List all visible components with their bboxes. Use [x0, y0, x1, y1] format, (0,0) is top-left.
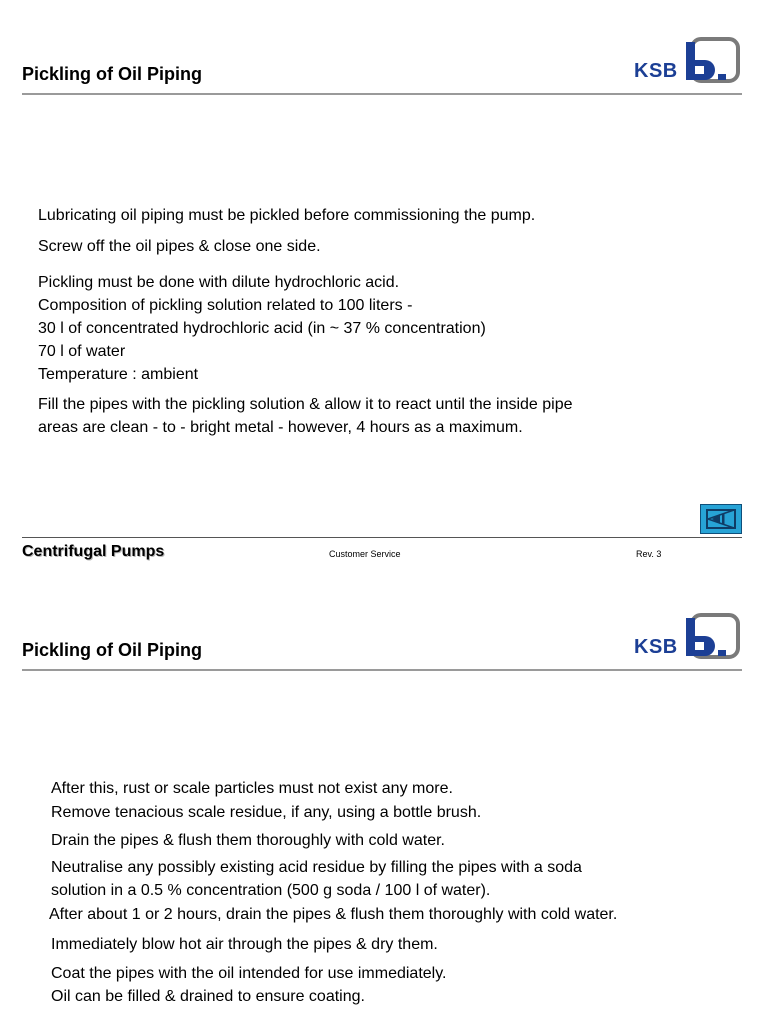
slide-2: [0, 576, 768, 1024]
logo-text: KSB: [634, 60, 678, 82]
body-line: Temperature : ambient: [38, 366, 199, 383]
body-line: Remove tenacious scale residue, if any, using a bottle brush.: [51, 804, 482, 821]
back-button[interactable]: [700, 504, 742, 534]
ksb-logo: [634, 36, 744, 92]
ksb-logo: [634, 612, 744, 668]
body-line: solution in a 0.5 % concentration (500 g soda / 100 l of water).: [51, 882, 491, 899]
body-line: Fill the pipes with the pickling solution & allow it to react until the inside pipe: [38, 396, 573, 413]
footer-revision: Rev. 3: [636, 549, 662, 559]
back-arrow-icon: [701, 505, 741, 533]
footer-divider: [22, 537, 742, 538]
ksb-logo-mark-icon: [684, 612, 742, 662]
title-divider: [22, 669, 742, 671]
page-title: Pickling of Oil Piping: [22, 64, 203, 84]
body-line: areas are clean - to - bright metal - however, 4 hours as a maximum.: [38, 419, 523, 436]
body-line: Immediately blow hot air through the pipes & dry them.: [51, 936, 438, 953]
body-line: 70 l of water: [38, 343, 126, 360]
body-line: 30 l of concentrated hydrochloric acid (in ~ 37 % concentration): [38, 320, 486, 337]
body-line: Screw off the oil pipes & close one side.: [38, 238, 321, 255]
page-title: Pickling of Oil Piping: [22, 640, 203, 660]
body-line: After about 1 or 2 hours, drain the pipes & flush them thoroughly with cold water.: [49, 906, 618, 923]
footer-title: Centrifugal Pumps: [22, 543, 165, 560]
body-line: Oil can be filled & drained to ensure coating.: [51, 988, 365, 1005]
body-line: Neutralise any possibly existing acid residue by filling the pipes with a soda: [51, 859, 582, 876]
ksb-logo-mark-icon: [684, 36, 742, 86]
title-divider: [22, 93, 742, 95]
body-line: Pickling must be done with dilute hydrochloric acid.: [38, 274, 400, 291]
body-line: Coat the pipes with the oil intended for use immediately.: [51, 965, 447, 982]
body-line: Drain the pipes & flush them thoroughly with cold water.: [51, 832, 445, 849]
body-line: After this, rust or scale particles must not exist any more.: [51, 780, 453, 797]
logo-text: KSB: [634, 636, 678, 658]
body-line: Lubricating oil piping must be pickled before commissioning the pump.: [38, 207, 536, 224]
footer-department: Customer Service: [329, 549, 401, 559]
body-line: Composition of pickling solution related to 100 liters -: [38, 297, 413, 314]
